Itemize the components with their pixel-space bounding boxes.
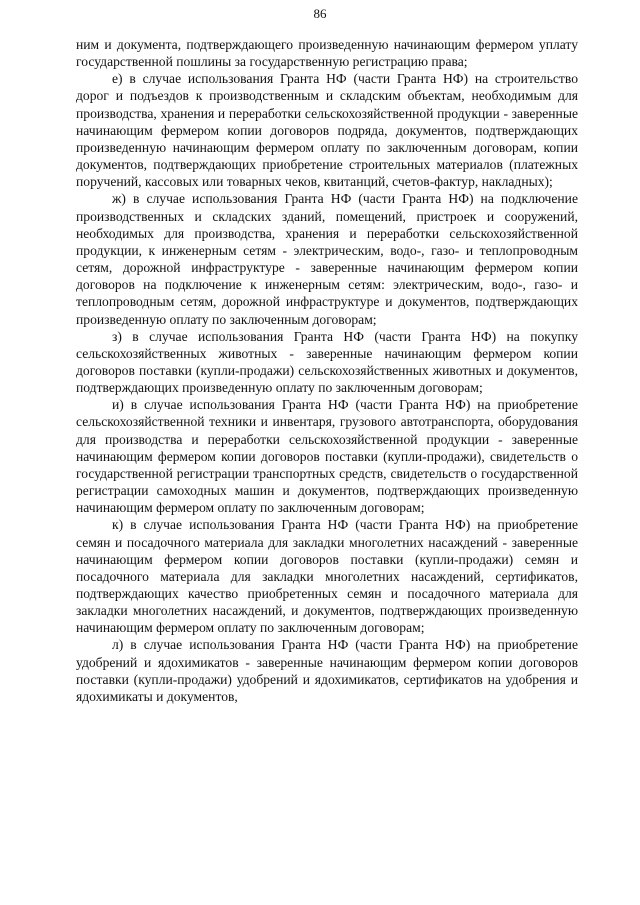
paragraph-zh: ж) в случае использования Гранта НФ (части Гранта НФ) на подключение производственных и складских зданий, помещений, пристроек и сооружений, необходимых для производства, хранения и переработки сельскохозяйственной продукции, к инженерным сетям - электрическим, водо-, газо- и теплопроводным сетям, дорожной инфраструктуре - заверенные начинающим фермером копии договоров на подключение к инженерным сетям: электрическим, водо-, газо- и теплопроводным сетям, дорожной инфраструктуре и документов, подтверждающих произведенную оплату по заключенным договорам;	[76, 191, 578, 327]
document-body	[76, 36, 578, 705]
paragraph-continuation: ним и документа, подтверждающего произведенную начинающим фермером уплату государственной пошлины за государственную регистрацию права;	[76, 37, 578, 70]
paragraph-e: е) в случае использования Гранта НФ (части Гранта НФ) на строительство дорог и подъездов к производственным и складским объектам, необходимым для производства, хранения и переработки сельскохозяйственной продукции - заверенные начинающим фермером копии договоров подряда, документов, подтверждающих произведенную начинающим фермером оплату по заключенным договорам, копии документов, подтверждающих приобретение строительных материалов (платежных поручений, кассовых или товарных чеков, квитанций, счетов-фактур, накладных);	[76, 71, 578, 190]
paragraph-k: к) в случае использования Гранта НФ (части Гранта НФ) на приобретение семян и посадочного материала для закладки многолетних насаждений - заверенные начинающим фермером копии договоров поставки (купли-продажи) семян и посадочного материала для закладки многолетних насаждений, сертификатов, подтверждающих качество приобретенных семян и посадочного материала для закладки многолетних насаждений, и документов, подтверждающих произведенную начинающим фермером оплату по заключенным договорам;	[76, 517, 578, 636]
paragraph-i: и) в случае использования Гранта НФ (части Гранта НФ) на приобретение сельскохозяйственной техники и инвентаря, грузового автотранспорта, оборудования для производства и переработки сельскохозяйственной продукции - заверенные начинающим фермером копии договоров поставки (купли-продажи), свидетельств о государственной регистрации транспортных средств, свидетельств о государственной регистрации самоходных машин и документов, подтверждающих произведенную начинающим фермером оплату по заключенным договорам;	[76, 397, 578, 516]
paragraph-z: з) в случае использования Гранта НФ (части Гранта НФ) на покупку сельскохозяйственных животных - заверенные начинающим фермером копии договоров поставки (купли-продажи) сельскохозяйственных животных и документов, подтверждающих произведенную оплату по заключенным договорам;	[76, 328, 578, 396]
paragraph-l: л) в случае использования Гранта НФ (части Гранта НФ) на приобретение удобрений и ядохимикатов - заверенные начинающим фермером копии договоров поставки (купли-продажи) удобрений и ядохимикатов, сертификатов на удобрения и ядохимикаты и документов,	[76, 637, 578, 704]
page-number: 86	[313, 6, 327, 21]
